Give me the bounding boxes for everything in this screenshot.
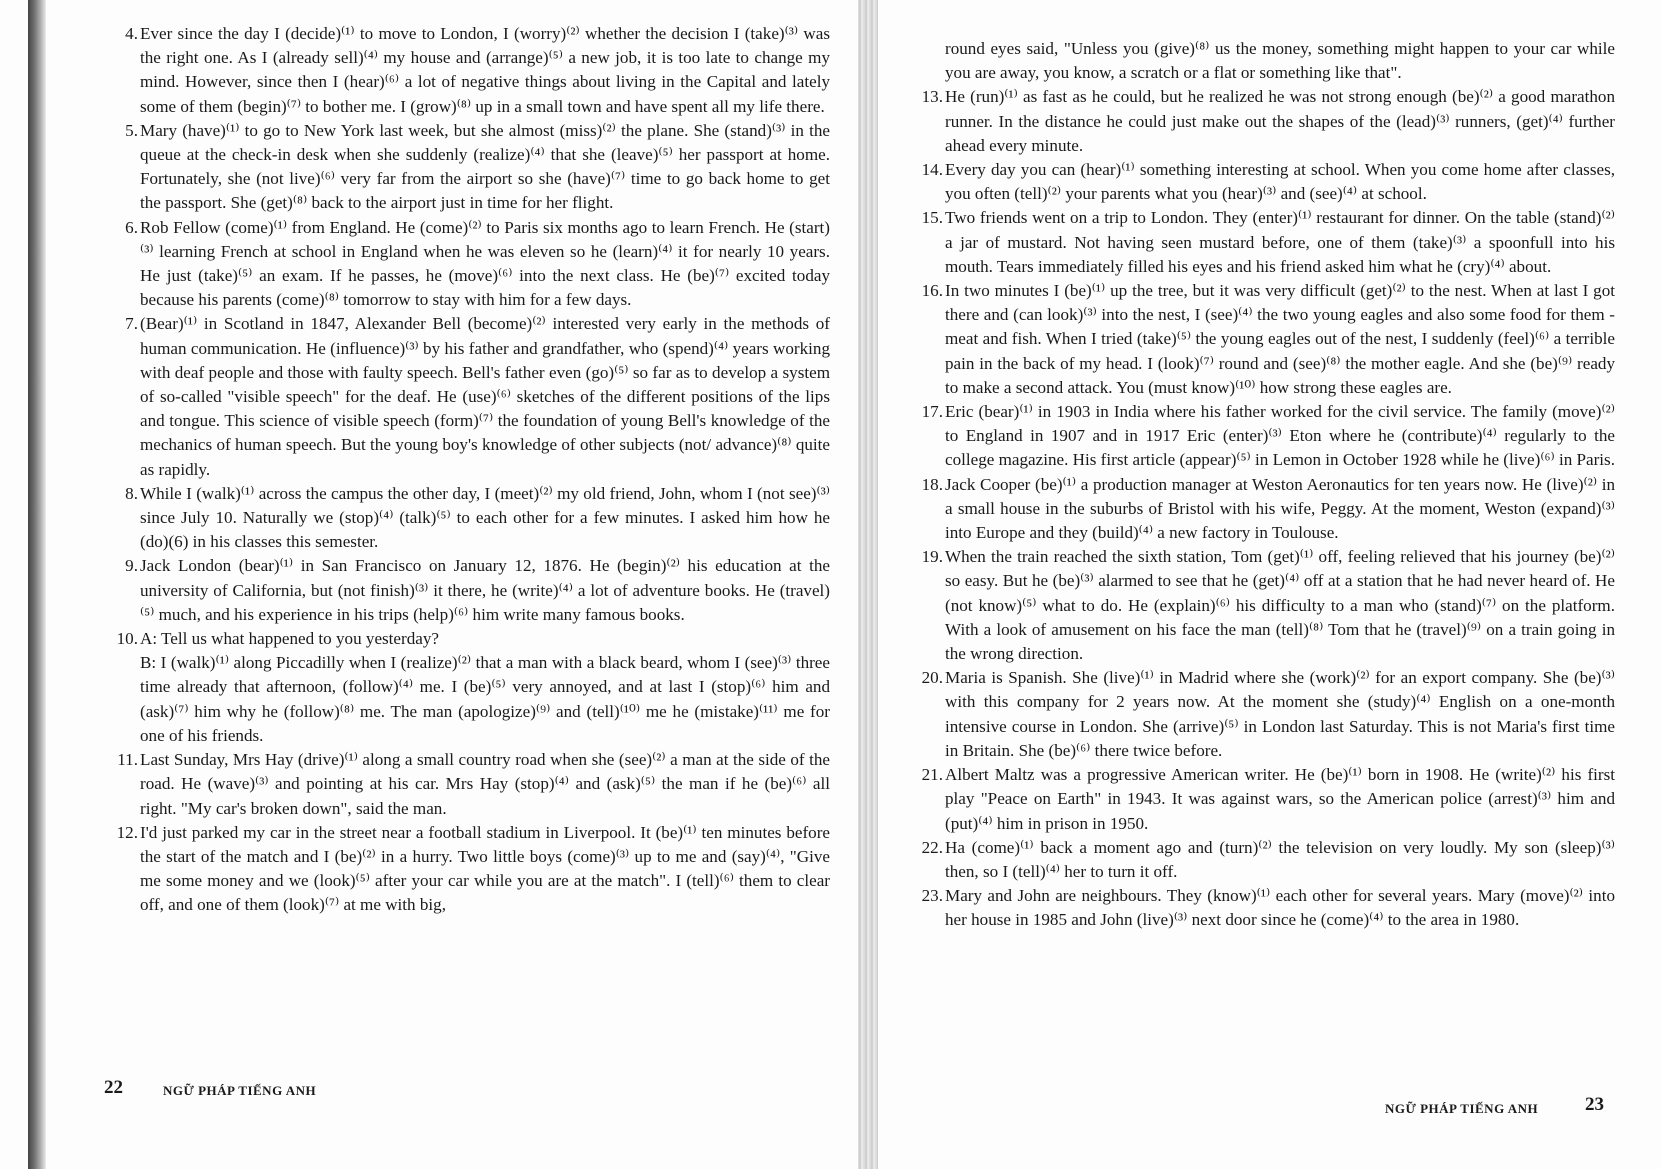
exercise-item [915,836,1615,884]
exercise-number: 5. [125,120,138,140]
exercise-item [915,400,1615,473]
exercise-item [915,206,1615,279]
exercise-item [915,85,1615,158]
exercise-number: 16. [921,281,943,301]
exercise-number: 4. [125,24,138,43]
exercise-text: Eric (bear)⁽¹⁾ in 1903 in India where his father worked for the civil service. The family (move)⁽²⁾ to England in 1907 and in 1917 Eric (enter)⁽³⁾ Eton where he (contribute)⁽⁴⁾ regularly to the college magazine. His first article (appear)⁽⁵⁾ in Lemon in October 1928 while he (live)⁽⁶⁾ in Paris. [945,402,1615,470]
exercise-number: 11. [117,750,138,770]
exercise-text: Albert Maltz was a progressive American writer. He (be)⁽¹⁾ born in 1908. He (write)⁽²⁾ his first play "Peace on Earth" in 1943. It was against wars, so the American police (arrest)⁽³⁾ him and (put)⁽⁴⁾ him in prison in 1950. [945,765,1615,833]
left-column [110,22,830,918]
exercise-text: B: I (walk)⁽¹⁾ along Piccadilly when I (realize)⁽²⁾ that a man with a black beard, whom I (see)⁽³⁾ three time already that afternoon, (follow)⁽⁴⁾ me. I (be)⁽⁵⁾ very annoyed, and at last I (stop)⁽⁶⁾ him and (ask)⁽⁷⁾ him why he (follow)⁽⁸⁾ me. The man (apologize)⁽⁹⁾ and (tell)⁽¹⁰⁾ me he (mistake)⁽¹¹⁾ me for one of his friends. [140,653,830,745]
exercise-text: Last Sunday, Mrs Hay (drive)⁽¹⁾ along a small country road when she (see)⁽²⁾ a man at the side of the road. He (wave)⁽³⁾ and pointing at his car. Mrs Hay (stop)⁽⁴⁾ and (ask)⁽⁵⁾ the man if he (be)⁽⁶⁾ all right. "My car's broken down", said the man. [140,750,830,818]
exercise-item [110,651,830,748]
exercise-number: 17. [921,402,943,422]
exercise-item [915,279,1615,400]
exercise-item [915,763,1615,836]
exercise-text: Ever since the day I (decide)⁽¹⁾ to move to London, I (worry)⁽²⁾ whether the decision I (take)⁽³⁾ was the right one. As I (already sell)⁽⁴⁾ my house and (arrange)⁽⁵⁾ a new job, it is too late to change my mind. However, since then I (hear)⁽⁶⁾ a lot of negative things about living in the Capital and lately some of them (begin)⁽⁷⁾ to bother me. I (grow)⁽⁸⁾ up in a small town and have spent all my life there. [140,24,830,116]
exercise-item [915,666,1615,763]
exercise-item [110,554,830,627]
exercise-number: 12. [116,822,138,842]
exercise-item [915,158,1615,206]
exercise-number: 20. [921,668,943,688]
exercise-number: 6. [125,217,138,237]
page-edge-shadow [28,0,46,1169]
exercise-number: 15. [921,208,943,228]
exercise-text: Jack London (bear)⁽¹⁾ in San Francisco on January 12, 1876. He (begin)⁽²⁾ his education at the university of California, but (not finish)⁽³⁾ it there, he (write)⁽⁴⁾ a lot of adventure books. He (travel)⁽⁵⁾ much, and his experience in his trips (help)⁽⁶⁾ him write many famous books. [140,556,830,624]
left-footer-title: NGỮ PHÁP TIẾNG ANH [163,1083,317,1098]
exercise-text: Rob Fellow (come)⁽¹⁾ from England. He (come)⁽²⁾ to Paris six months ago to learn French. He (start)⁽³⁾ learning French at school in England when he was eleven so he (learn)⁽⁴⁾ it for nearly 10 years. He just (take)⁽⁵⁾ an exam. If he passes, he (move)⁽⁶⁾ into the next class. He (be)⁽⁷⁾ excited today because his parents (come)⁽⁸⁾ tomorrow to stay with him for a few days. [140,217,830,310]
exercise-item [915,473,1615,546]
exercise-text: In two minutes I (be)⁽¹⁾ up the tree, but it was very difficult (get)⁽²⁾ to the nest. When at last I got there and (can look)⁽³⁾ into the nest, I (see)⁽⁴⁾ the two young eagles and also some food for them - meat and fish. When I tried (take)⁽⁵⁾ the young eagles out of the nest, I suddenly (feel)⁽⁶⁾ a terrible pain in the back of my head. I (look)⁽⁷⁾ round and (see)⁽⁸⁾ the mother eagle. And she (be)⁽⁹⁾ ready to make a second attack. You (must know)⁽¹⁰⁾ how strong these eagles are. [945,281,1615,397]
exercise-item [110,119,830,216]
right-page [860,0,1661,1169]
exercise-item [110,22,830,119]
exercise-item [915,884,1615,932]
exercise-number: 22. [921,837,943,857]
exercise-item [915,545,1615,666]
exercise-text: Jack Cooper (be)⁽¹⁾ a production manager at Weston Aeronautics for ten years now. He (live)⁽²⁾ in a small house in the suburbs of Bristol with his wife, Peggy. At the moment, Weston (expand)⁽³⁾ into Europe and they (build)⁽⁴⁾ a new factory in Toulouse. [945,474,1615,543]
exercise-text: Every day you can (hear)⁽¹⁾ something interesting at school. When you come home after classes, you often (tell)⁽²⁾ your parents what you (hear)⁽³⁾ and (see)⁽⁴⁾ at school. [945,160,1615,204]
exercise-text: I'd just parked my car in the street near a football stadium in Liverpool. It (be)⁽¹⁾ ten minutes before the start of the match and I (be)⁽²⁾ in a hurry. Two little boys (come)⁽³⁾ up to me and (say)⁽⁴⁾, "Give me some money and we (look)⁽⁵⁾ after your car while you are at the match". I (tell)⁽⁶⁾ them to clear off, and one of them (look)⁽⁷⁾ at me with big, [140,822,830,915]
exercise-number: 19. [921,547,943,567]
exercise-text: Mary and John are neighbours. They (know)⁽¹⁾ each other for several years. Mary (move)⁽²⁾ into her house in 1985 and John (live)⁽³⁾ next door since he (come)⁽⁴⁾ to the area in 1980. [945,886,1615,930]
exercise-number: 18. [921,474,943,494]
exercise-text: A: Tell us what happened to you yesterday? [140,629,439,649]
exercise-number: 13. [921,87,943,107]
exercise-number: 14. [921,160,943,180]
right-column [915,37,1615,933]
exercise-text: Mary (have)⁽¹⁾ to go to New York last week, but she almost (miss)⁽²⁾ the plane. She (stand)⁽³⁾ in the queue at the check-in desk when she suddenly (realize)⁽⁴⁾ that she (leave)⁽⁵⁾ her passport at home. Fortunately, she (not live)⁽⁶⁾ very far from the airport so she (have)⁽⁷⁾ time to go back home to get the passport. She (get)⁽⁸⁾ back to the airport just in time for her flight. [140,120,830,213]
right-page-number: 23 [1585,1094,1604,1115]
exercise-text: He (run)⁽¹⁾ as fast as he could, but he realized he was not strong enough (be)⁽²⁾ a good marathon runner. In the distance he could just make out the shapes of the (lead)⁽³⁾ runners, (get)⁽⁴⁾ further ahead every minute. [945,87,1615,155]
exercise-item [110,748,830,821]
right-footer-title: NGỮ PHÁP TIẾNG ANH [1385,1101,1539,1116]
exercise-text: Maria is Spanish. She (live)⁽¹⁾ in Madrid where she (work)⁽²⁾ for an export company. She (be)⁽³⁾ with this company for 2 years now. At the moment she (study)⁽⁴⁾ English on a one-month intensive course in London. She (arrive)⁽⁵⁾ in London last Saturday. This is not Maria's first time in Britain. She (be)⁽⁶⁾ there twice before. [945,668,1615,760]
exercise-number: 21. [921,765,943,785]
exercise-item [110,821,830,918]
exercise-number: 9. [125,556,138,576]
exercise-text: When the train reached the sixth station, Tom (get)⁽¹⁾ off, feeling relieved that his journey (be)⁽²⁾ so easy. But he (be)⁽³⁾ alarmed to see that he (get)⁽⁴⁾ off at a station that he had never heard of. He (not know)⁽⁵⁾ what to do. He (explain)⁽⁶⁾ his difficulty to a man who (stand)⁽⁷⁾ on the platform. With a look of amusement on his face the man (tell)⁽⁸⁾ Tom that he (travel)⁽⁹⁾ on a train going in the wrong direction. [945,547,1615,664]
exercise-text: Ha (come)⁽¹⁾ back a moment ago and (turn)⁽²⁾ the television on very loudly. My son (sleep)⁽³⁾ then, so I (tell)⁽⁴⁾ her to turn it off. [945,837,1615,881]
exercise-number: 10. [116,629,138,649]
exercise-item [110,627,830,651]
exercise-text: While I (walk)⁽¹⁾ across the campus the other day, I (meet)⁽²⁾ my old friend, John, whom I (not see)⁽³⁾ since July 10. Naturally we (stop)⁽⁴⁾ (talk)⁽⁵⁾ to each other for a few minutes. I asked him how he (do)(6) in his classes this semester. [140,483,830,552]
continuation-text: round eyes said, "Unless you (give)⁽⁸⁾ us the money, something might happen to your car while you are away, you know, a scratch or a flat or something like that". [945,39,1615,83]
exercise-item [110,216,830,313]
left-page-number: 22 [104,1077,123,1098]
exercise-item [110,482,830,555]
exercise-number: 7. [125,314,138,334]
exercise-number: 8. [125,483,138,503]
exercise-text: Two friends went on a trip to London. They (enter)⁽¹⁾ restaurant for dinner. On the table (stand)⁽²⁾ a jar of mustard. Not having seen mustard before, one of them (take)⁽³⁾ a spoonfull into his mouth. Tears immediately filled his eyes and his friend asked him what he (cry)⁽⁴⁾ about. [945,208,1615,276]
exercise-item [110,312,830,481]
exercise-number: 23. [921,886,943,906]
exercise-text: (Bear)⁽¹⁾ in Scotland in 1847, Alexander Bell (become)⁽²⁾ interested very early in the methods of human communication. He (influence)⁽³⁾ by his father and grandfather, who (spend)⁽⁴⁾ years working with deaf people and those with faulty speech. Bell's father even (go)⁽⁵⁾ so far as to develop a system of so-called "visible speech" for the deaf. He (use)⁽⁶⁾ sketches of the different positions of the lips and tongue. This science of visible speech (form)⁽⁷⁾ the foundation of young Bell's knowledge of the mechanics of human speech. But the young boy's knowledge of other subjects (not/ advance)⁽⁸⁾ quite as rapidly. [140,314,830,479]
